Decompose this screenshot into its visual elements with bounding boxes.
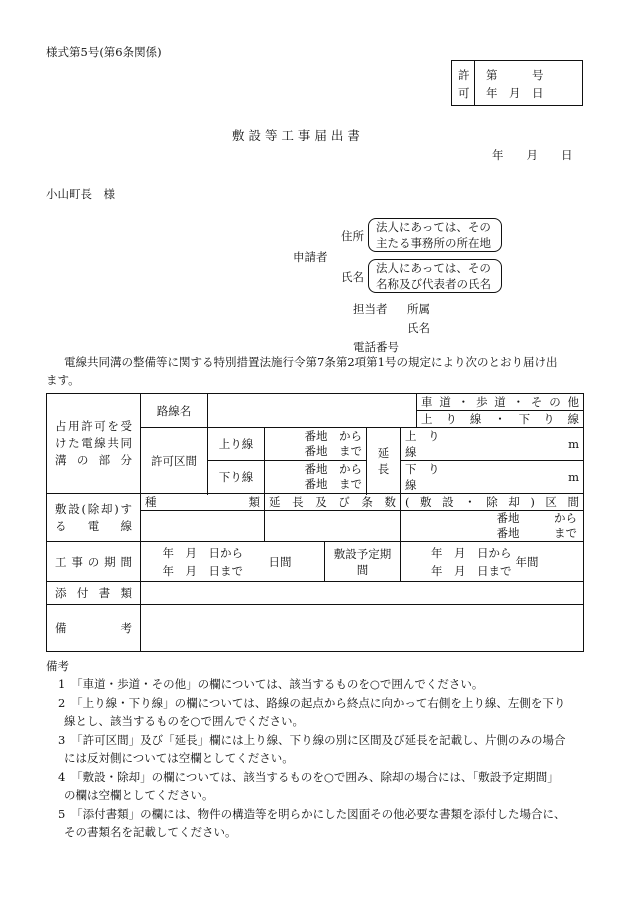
statement-line-2: ます。	[46, 373, 80, 387]
up-line-label: 上り線	[208, 428, 265, 461]
permit-label-2: 可	[458, 86, 470, 100]
road-type-option[interactable]: 車道・歩道・その他	[417, 394, 584, 411]
permit-label-1: 許	[458, 68, 470, 82]
document-title: 敷 設 等 工 事 届 出 書	[232, 128, 360, 143]
applicant-label: 申請者	[293, 250, 328, 264]
route-name-cell[interactable]	[208, 394, 417, 428]
statement-line-1: 電線共同溝の整備等に関する特別措置法施行令第7条第2項第1号の規定により次のとおり届け出	[64, 355, 558, 369]
down-line-extension-label	[401, 461, 461, 494]
note-3a: 3 「許可区間」及び「延長」欄には上り線、下り線の別に区間及び延長を記載し、片側のみの場合	[58, 733, 566, 747]
note-5a: 5 「添付書類」の欄には、物件の構造等を明らかにした図面その他必要な書類を添付した場合に、	[58, 807, 566, 821]
work-period-dates[interactable]	[141, 542, 265, 582]
form-number: 様式第5号(第6条関係)	[46, 45, 162, 59]
planned-period-label: 敷設予定期間	[325, 542, 401, 582]
length-count-cell[interactable]	[265, 511, 401, 542]
down-line-from: 番地 から	[304, 462, 362, 476]
up-line-to: 番地 まで	[304, 444, 362, 458]
name-label: 氏名	[341, 270, 364, 284]
address-note-2: 主たる事務所の所在地	[376, 236, 491, 250]
planned-date-to: 年 月 日まで	[431, 563, 512, 578]
note-3b: には反対側については空欄としてください。	[64, 751, 294, 765]
up-line-range[interactable]	[265, 428, 367, 461]
occupancy-section-label	[47, 394, 141, 494]
planned-years: 年間	[515, 554, 539, 569]
permit-number: 第 号	[486, 68, 544, 82]
remarks-label: 備 考	[47, 605, 141, 652]
section-range-cell[interactable]	[401, 511, 584, 542]
down-line-range[interactable]	[265, 461, 367, 494]
work-date-from: 年 月 日から	[162, 545, 243, 560]
planned-period-dates[interactable]	[401, 542, 584, 582]
kind-cell[interactable]	[141, 511, 265, 542]
name-note-1: 法人にあっては、その	[376, 261, 491, 275]
contact-name-label: 氏名	[407, 321, 430, 335]
note-2b: 線とし、該当するものを○で囲んでください。	[64, 714, 305, 728]
kind-header: 種 類	[141, 494, 265, 511]
down-line-extension-text: 下 り 線	[405, 462, 451, 492]
section-range-header: (敷設・除却)区間	[401, 494, 584, 511]
work-date-to: 年 月 日まで	[162, 563, 243, 578]
note-4a: 4 「敷設・除却」の欄については、該当するものを○で囲み、除却の場合には、「敷設予定期間」	[58, 770, 559, 784]
range-from: 番地 から	[496, 511, 578, 525]
down-line-extension-unit[interactable]: m	[461, 461, 584, 494]
note-4b: の欄は空欄としてください。	[64, 788, 214, 802]
permit-section-label: 許可区間	[141, 428, 208, 494]
up-line-extension-text: 上 り 線	[405, 429, 451, 459]
planned-dates	[431, 544, 512, 580]
addressee: 小山町長 様	[46, 187, 115, 201]
note-2a: 2 「上り線・下り線」の欄については、路線の起点から終点に向かって右側を上り線、左側を下り	[58, 696, 566, 710]
range-to: 番地 まで	[496, 526, 578, 540]
up-line-extension-unit[interactable]: m	[461, 428, 584, 461]
contact-label: 担当者	[353, 302, 388, 316]
line-direction-option[interactable]: 上り線・下り線	[417, 411, 584, 428]
address-note-1: 法人にあっては、その	[376, 220, 491, 234]
down-line-to: 番地 まで	[304, 477, 362, 491]
note-5b: その書類名を記載してください。	[64, 825, 237, 839]
work-period-label: 工事の期間	[47, 542, 141, 582]
permit-box	[451, 60, 583, 106]
notes-heading: 備考	[46, 659, 69, 673]
cable-section-label	[47, 494, 141, 542]
work-days: 日間	[265, 542, 325, 582]
department-label: 所属	[407, 302, 430, 316]
permit-date: 年 月 日	[486, 86, 544, 100]
extension-label: 延 長	[367, 428, 401, 494]
planned-date-from: 年 月 日から	[431, 545, 512, 560]
note-1: 1 「車道・歩道・その他」の欄については、該当するものを○で囲んでください。	[58, 677, 484, 691]
attachments-label: 添付書類	[47, 582, 141, 605]
cable-section-text: 敷設(除却)する電線	[55, 501, 132, 533]
route-name-label: 路線名	[141, 394, 208, 428]
name-note-2: 名称及び代表者の氏名	[376, 277, 491, 291]
phone-label: 電話番号	[353, 340, 399, 354]
down-line-label: 下り線	[208, 461, 265, 494]
up-line-from: 番地 から	[304, 429, 362, 443]
up-line-extension-label	[401, 428, 461, 461]
attachments-cell[interactable]	[141, 582, 584, 605]
address-label: 住所	[341, 229, 364, 243]
occupancy-section-text: 占用許可を受けた電線共同溝の部分	[55, 419, 132, 467]
submission-date: 年 月 日	[492, 148, 573, 162]
length-count-header: 延長及び条数	[265, 494, 401, 511]
remarks-cell[interactable]	[141, 605, 584, 652]
main-table	[46, 393, 584, 652]
